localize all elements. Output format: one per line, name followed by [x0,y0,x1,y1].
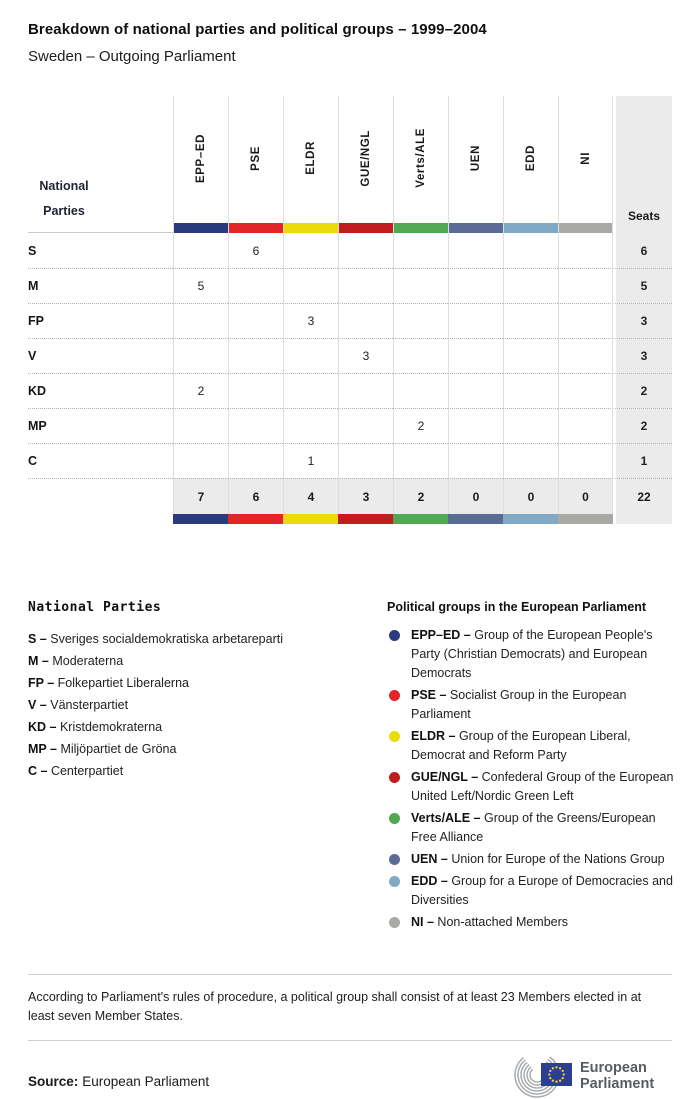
value-cell [283,233,338,268]
logo-text-line1: European [580,1059,647,1076]
seats-cell: 2 [613,408,672,443]
legend-item-gue-ngl: GUE/NGL – Confederal Group of the European United Left/Nordic Green Left [387,768,674,806]
table-row-c [28,443,672,478]
table-row-m [28,268,672,303]
table-totals-row [28,478,672,514]
uen-bullet-icon [389,854,400,865]
footer-bar [28,1051,672,1099]
gue-ngl-color-bar [338,514,393,524]
value-cell [228,373,283,408]
table-row-s [28,233,672,268]
value-cell [228,443,283,478]
pse-color-bar [229,223,283,233]
total-cell: 0 [448,478,503,514]
value-cell [283,408,338,443]
eu-flag-icon [541,1063,572,1086]
total-cell: 3 [338,478,393,514]
epp-ed-color-bar [173,514,228,524]
value-cell [448,268,503,303]
value-cell [448,443,503,478]
total-seats-cell: 22 [613,478,672,514]
value-cell [393,268,448,303]
value-cell [558,338,613,373]
value-cell [173,408,228,443]
value-cell [448,233,503,268]
verts-ale-color-bar [393,514,448,524]
pse-color-bar [228,514,283,524]
value-cell [338,443,393,478]
value-cell [338,373,393,408]
source-label: Source: [28,1073,79,1089]
value-cell [173,443,228,478]
footnote-text: According to Parliament's rules of procedure, a political group shall consist of at least 23 Members elected in at least seven Member States. [28,990,642,1023]
value-cell [558,233,613,268]
total-cell: 2 [393,478,448,514]
source-line [28,1074,209,1089]
edd-bullet-icon [389,876,400,887]
legend-item-ni: NI – Non-attached Members [387,913,674,932]
value-cell [503,443,558,478]
party-label: V [28,338,173,373]
value-cell [228,268,283,303]
value-cell [448,303,503,338]
value-cell: 3 [338,338,393,373]
seats-cell: 5 [613,268,672,303]
seats-cell: 1 [613,443,672,478]
column-header-edd: EDD [503,96,558,233]
column-header-ni: NI [558,96,613,233]
uen-color-bar [448,514,503,524]
edd-color-bar [503,514,558,524]
value-cell: 2 [173,373,228,408]
national-parties-legend [28,600,387,935]
value-cell [503,233,558,268]
value-cell [173,303,228,338]
edd-color-bar [504,223,558,233]
divider [28,974,672,975]
value-cell [393,233,448,268]
value-cell [558,268,613,303]
total-cell: 7 [173,478,228,514]
legend-item-c: C – Centerpartiet [28,764,124,778]
legend-item-pse: PSE – Socialist Group in the European Parliament [387,686,674,724]
value-cell [393,443,448,478]
seats-cell: 3 [613,303,672,338]
value-cell: 3 [283,303,338,338]
value-cell [448,338,503,373]
value-cell [448,373,503,408]
value-cell [338,268,393,303]
divider [28,1040,672,1041]
eldr-color-bar [284,223,338,233]
infographic-page [0,21,700,1099]
column-header-eldr: ELDR [283,96,338,233]
column-header-pse: PSE [228,96,283,233]
seats-bar-cell [613,514,672,524]
value-cell [393,338,448,373]
party-label: MP [28,408,173,443]
ni-bullet-icon [389,917,400,928]
national-parties-label: National Parties [39,179,89,218]
value-cell [228,303,283,338]
breakdown-table [28,96,672,524]
table-row-fp [28,303,672,338]
page-subtitle: Sweden – Outgoing Parliament [28,48,236,65]
legend-item-v: V – Vänsterpartiet [28,698,129,712]
value-cell [338,303,393,338]
value-cell [558,303,613,338]
table-bottom-bar-row [28,514,672,524]
legend-item-epp-ed: EPP–ED – Group of the European People's Party (Christian Democrats) and European Democrats [387,626,674,683]
legend-item-verts-ale: Verts/ALE – Group of the Greens/European Free Alliance [387,809,674,847]
seats-cell: 6 [613,233,672,268]
value-cell [503,373,558,408]
value-cell [283,338,338,373]
value-cell [503,338,558,373]
party-label: FP [28,303,173,338]
political-groups-legend-heading: Political groups in the European Parliament [387,600,647,614]
totals-blank-cell [28,478,173,514]
value-cell [558,408,613,443]
gue-ngl-color-bar [339,223,393,233]
legend-item-uen: UEN – Union for Europe of the Nations Group [387,850,674,869]
value-cell [228,408,283,443]
party-label: KD [28,373,173,408]
epp-ed-bullet-icon [389,630,400,641]
value-cell [503,408,558,443]
table-row-kd [28,373,672,408]
value-cell [338,233,393,268]
column-header-uen: UEN [448,96,503,233]
value-cell [338,408,393,443]
table-row-v [28,338,672,373]
eldr-bullet-icon [389,731,400,742]
value-cell [448,408,503,443]
legend-item-kd: KD – Kristdemokraterna [28,720,163,734]
value-cell: 2 [393,408,448,443]
value-cell [283,373,338,408]
value-cell [503,268,558,303]
legend-item-s: S – Sveriges socialdemokratiska arbetareparti [28,632,283,646]
uen-color-bar [449,223,503,233]
party-label: S [28,243,37,258]
legend-item-m: M – Moderaterna [28,654,124,668]
value-cell [393,373,448,408]
total-cell: 4 [283,478,338,514]
source-value: European Parliament [82,1073,210,1089]
total-cell: 0 [503,478,558,514]
party-label: C [28,443,173,478]
column-header-verts-ale: Verts/ALE [393,96,448,233]
seats-cell: 3 [613,338,672,373]
value-cell [393,303,448,338]
verts-ale-color-bar [394,223,448,233]
value-cell: 5 [173,268,228,303]
ni-color-bar [558,514,613,524]
value-cell [173,233,228,268]
value-cell [558,443,613,478]
table-row-mp [28,408,672,443]
legend-item-fp: FP – Folkepartiet Liberalerna [28,676,189,690]
page-title: Breakdown of national parties and political groups – 1999–2004 [28,21,487,38]
value-cell [228,338,283,373]
national-parties-legend-heading: National Parties [28,600,162,615]
pse-bullet-icon [389,690,400,701]
total-cell: 0 [558,478,613,514]
value-cell [558,373,613,408]
verts-ale-bullet-icon [389,813,400,824]
ni-color-bar [559,223,612,233]
column-header-epp-ed: EPP–ED [173,96,228,233]
column-header-seats: Seats [613,96,672,233]
legend-item-mp: MP – Miljöpartiet de Gröna [28,742,177,756]
value-cell: 6 [228,233,283,268]
value-cell [283,268,338,303]
gue-ngl-bullet-icon [389,772,400,783]
european-parliament-logo [504,1051,672,1099]
total-cell: 6 [228,478,283,514]
value-cell [173,338,228,373]
legends-section [28,600,672,935]
political-groups-legend [387,600,674,935]
table-header-row [28,96,672,233]
seats-cell: 2 [613,373,672,408]
legend-item-edd: EDD – Group for a Europe of Democracies and Diversities [387,872,674,910]
party-label: M [28,268,173,303]
column-header-gue-ngl: GUE/NGL [338,96,393,233]
value-cell: 1 [283,443,338,478]
eldr-color-bar [283,514,338,524]
bar-blank-cell [28,514,173,524]
row-header-cell [28,96,173,233]
logo-text-line2: Parliament [580,1075,655,1092]
value-cell [503,303,558,338]
epp-ed-color-bar [174,223,228,233]
legend-item-eldr: ELDR – Group of the European Liberal, Democrat and Reform Party [387,727,674,765]
